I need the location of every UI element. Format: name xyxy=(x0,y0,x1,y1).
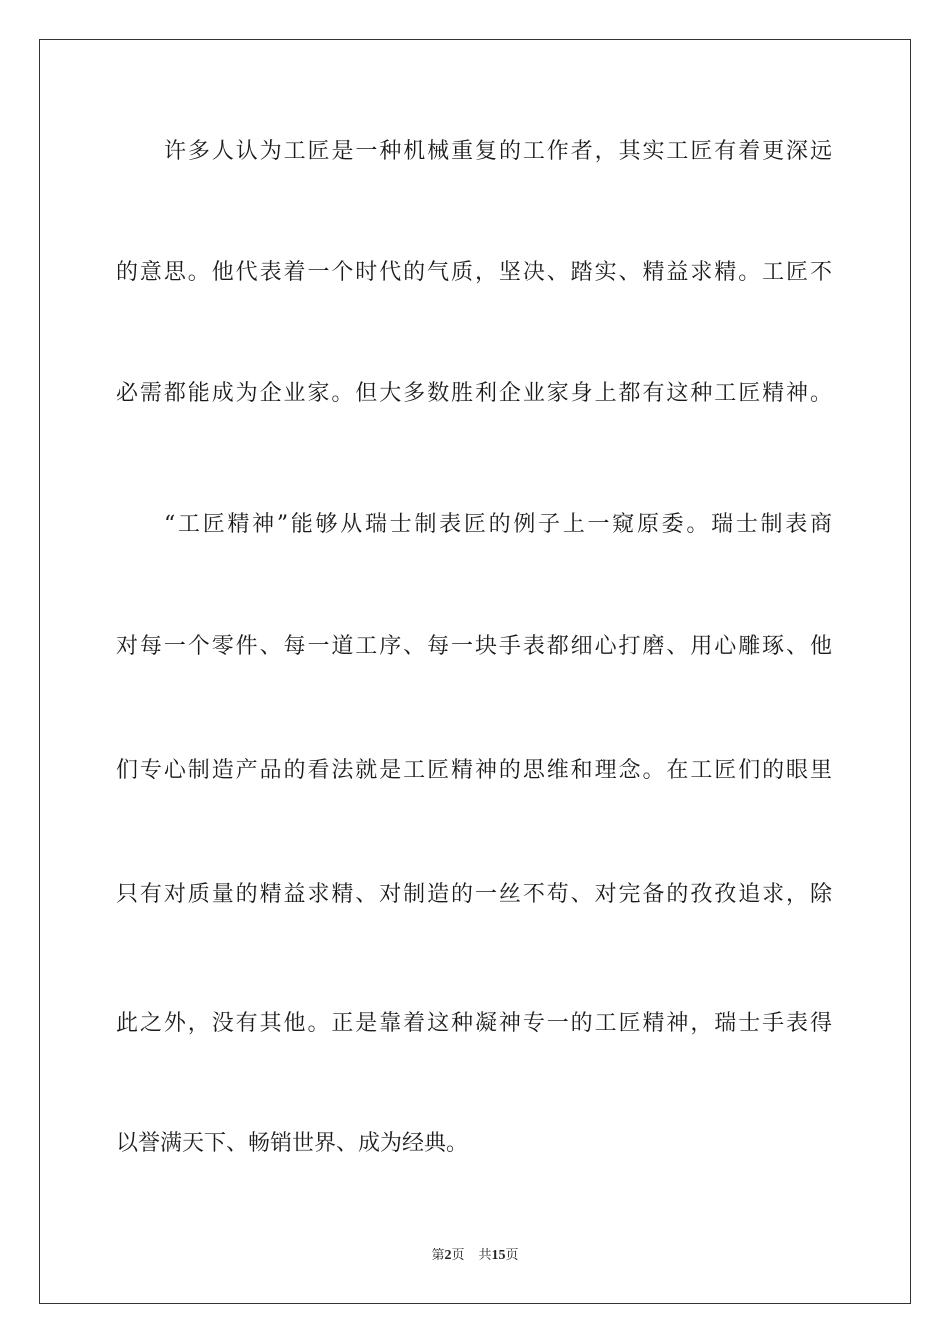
footer-page-number: 2 xyxy=(444,1248,452,1263)
page-footer xyxy=(0,1247,950,1265)
page-border xyxy=(39,39,911,1304)
paragraph-1-line-2: 的意思。他代表着一个时代的气质，坚决、踏实、精益求精。工匠不 xyxy=(116,260,832,285)
paragraph-2-line-6: 以誉满天下、畅销世界、成为经典。 xyxy=(116,1131,469,1156)
paragraph-2-line-3: 们专心制造产品的看法就是工匠精神的思维和理念。在工匠们的眼里 xyxy=(116,758,832,783)
paragraph-2-line-1: “工匠精神”能够从瑞士制表匠的例子上一窥原委。瑞士制表商 xyxy=(164,512,832,537)
footer-total-pages: 15 xyxy=(491,1248,506,1263)
footer-page-suffix: 页 xyxy=(451,1248,465,1263)
paragraph-1-line-3: 必需都能成为企业家。但大多数胜利企业家身上都有这种工匠精神。 xyxy=(116,381,832,406)
footer-total-prefix: 共 xyxy=(478,1248,492,1263)
paragraph-2-line-4: 只有对质量的精益求精、对制造的一丝不苟、对完备的孜孜追求，除 xyxy=(116,882,832,907)
paragraph-2-line-2: 对每一个零件、每一道工序、每一块手表都细心打磨、用心雕琢、他 xyxy=(116,634,832,659)
footer-total-suffix: 页 xyxy=(505,1248,519,1263)
paragraph-2-line-5: 此之外，没有其他。正是靠着这种凝神专一的工匠精神，瑞士手表得 xyxy=(116,1011,832,1036)
footer-page-prefix: 第 xyxy=(431,1248,445,1263)
paragraph-1-line-1: 许多人认为工匠是一种机械重复的工作者，其实工匠有着更深远 xyxy=(164,139,832,164)
